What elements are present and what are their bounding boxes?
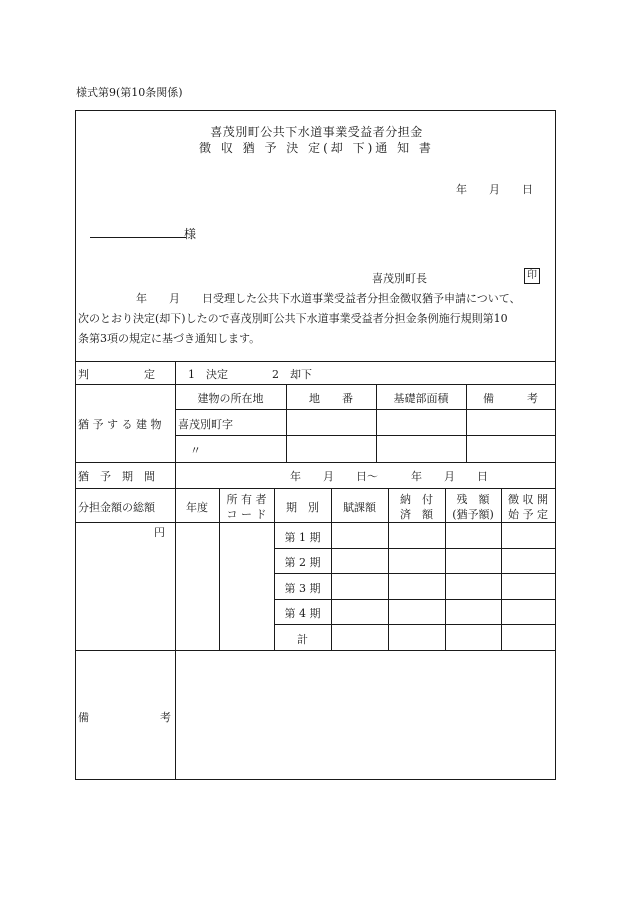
allot-col-year: 年度 (186, 501, 208, 514)
allot-col-start-1: 徴 収 開 (508, 493, 548, 506)
allot-term-3: 第 3 期 (284, 582, 321, 595)
rule-term-2 (274, 573, 555, 574)
building-row2-location: 〃 (190, 444, 201, 457)
remarks-label-left: 備 (78, 711, 89, 724)
rule-building-top (76, 384, 555, 385)
body-line-3: 条第3項の規定に基づき通知します。 (78, 332, 261, 345)
body-line-1: 年 月 日受理した公共下水道事業受益者分担金徴収猶予申請について、 (136, 292, 521, 305)
rule-term-3 (274, 599, 555, 600)
allot-col-term: 期 別 (286, 501, 319, 514)
rule-remarks-top (76, 650, 555, 651)
building-col-location: 建物の所在地 (197, 392, 264, 405)
rule-label-column (175, 361, 176, 780)
building-label: 猶 予 す る 建 物 (78, 418, 162, 431)
rule-building-row1 (175, 409, 555, 410)
allot-col-paid-1: 納 付 (400, 493, 433, 506)
period-value: 年 月 日〜 年 月 日 (290, 470, 488, 483)
recipient-sama: 様 (184, 227, 197, 241)
allot-term-2: 第 2 期 (284, 556, 321, 569)
period-label: 猶 予 期 間 (78, 470, 155, 483)
form-title-line1: 喜茂別町公共下水道事業受益者分担金 (210, 125, 423, 139)
allot-term-total: 計 (297, 633, 308, 646)
form-number: 様式第9(第10条関係) (76, 86, 183, 99)
body-line-2: 次のとおり決定(却下)したので喜茂別町公共下水道事業受益者分担金条例施行規則第10 (78, 312, 508, 325)
judgment-options: 1 決定 2 却下 (188, 368, 312, 381)
rule-term-4 (274, 624, 555, 625)
allot-col-balance-2: (猶予額) (452, 508, 494, 521)
seal-mark: 印 (524, 268, 540, 284)
judgment-label: 判 定 (78, 368, 155, 381)
building-col-remarks: 備 考 (483, 392, 538, 405)
allot-col-owner-1: 所 有 者 (226, 493, 267, 506)
remarks-label-right: 考 (160, 711, 171, 724)
rule-judgment-top (76, 361, 555, 362)
allot-col-levy: 賦課額 (343, 501, 376, 514)
rule-building-row2 (175, 435, 555, 436)
rule-term-1 (274, 548, 555, 549)
rule-allotment-top (76, 488, 555, 489)
issuer-name: 喜茂別町長 (372, 272, 427, 285)
issue-date: 年 月 日 (456, 183, 533, 196)
allot-col-owner-2: コ ー ド (226, 508, 267, 521)
allotment-label: 分担金額の総額 (78, 501, 155, 514)
building-col-lot: 地 番 (309, 392, 353, 405)
rule-allotment-header (76, 522, 555, 523)
rule-period-top (76, 462, 555, 463)
allot-col-start-2: 始 予 定 (508, 508, 548, 521)
recipient-underline (90, 237, 186, 238)
building-col-area: 基礎部面積 (393, 392, 449, 405)
building-row1-location: 喜茂別町字 (178, 418, 233, 431)
allot-col-balance-1: 残 額 (456, 493, 490, 506)
allot-yen-unit: 円 (154, 526, 165, 539)
notice-form (75, 110, 556, 780)
form-title-line2: 徴 収 猶 予 決 定(却 下)通 知 書 (199, 141, 434, 155)
allot-term-4: 第 4 期 (284, 607, 321, 620)
allot-col-paid-2: 済 額 (400, 508, 433, 521)
allot-term-1: 第 1 期 (284, 531, 321, 544)
